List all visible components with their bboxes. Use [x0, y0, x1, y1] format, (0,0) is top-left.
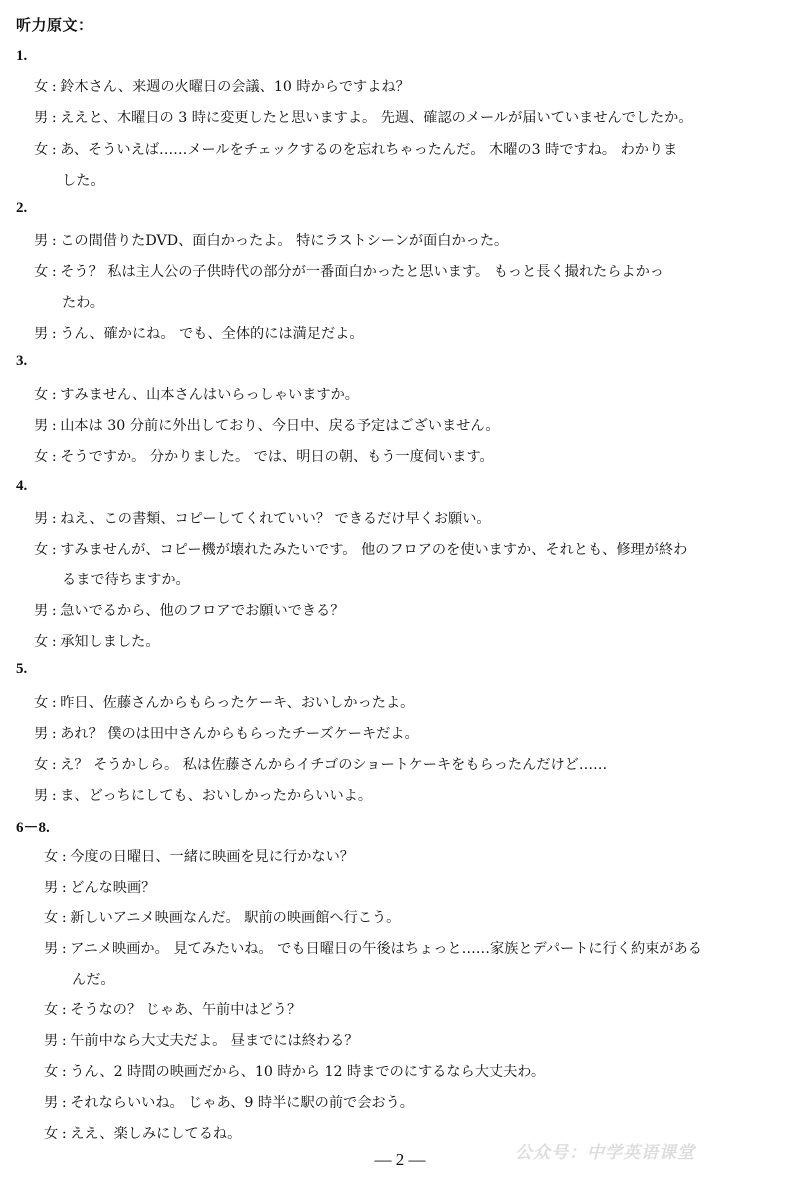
section-number: 3.	[16, 353, 28, 369]
dialogue-line	[34, 540, 687, 560]
dialogue-text: ねえ、この書類、コピーしてくれていい？ できるだけ早くお願い。	[60, 511, 491, 527]
speaker-colon: :	[51, 695, 57, 711]
dialogue-line	[34, 140, 677, 160]
dialogue-text: え？ そうかしら。 私は佐藤さんからイチゴのショートケーキをもらったんだけど……	[60, 757, 608, 773]
dialogue-text: そうですか。 分かりました。 では、明日の朝、もう一度伺います。	[60, 449, 494, 465]
speaker-colon: :	[51, 726, 57, 742]
dialogue-line	[44, 1000, 301, 1020]
speaker-label: 男	[44, 1033, 59, 1049]
speaker-label: 男	[34, 726, 49, 742]
speaker-label: 男	[34, 110, 49, 126]
speaker-label: 女	[34, 757, 49, 773]
speaker-colon: :	[61, 941, 67, 957]
dialogue-text: 今度の日曜日、一緒に映画を見に行かない？	[70, 849, 354, 865]
dialogue-line	[34, 786, 372, 806]
dialogue-text: ええと、木曜日の 3 時に変更したと思いますよ。 先週、確認のメールが届いていませんでしたか。	[60, 110, 693, 126]
dialogue-line	[44, 908, 400, 928]
dialogue-text: アニメ映画か。 見てみたいね。 でも日曜日の午後はちょっと……家族とデパートに行く約束がある	[70, 941, 702, 957]
speaker-label: 女	[34, 264, 49, 280]
dialogue-line	[34, 262, 664, 282]
section-number: 2.	[16, 200, 28, 216]
dialogue-text: 鈴木さん、来週の火曜日の会議、10 時からですよね？	[60, 79, 410, 95]
speaker-colon: :	[61, 910, 67, 926]
dialogue-line	[34, 416, 500, 436]
speaker-colon: :	[51, 449, 57, 465]
dialogue-line	[44, 1062, 545, 1082]
speaker-label: 男	[34, 603, 49, 619]
dialogue-line	[44, 847, 354, 867]
speaker-label: 女	[44, 1064, 59, 1080]
speaker-colon: :	[51, 511, 57, 527]
section-number: 5.	[16, 661, 28, 677]
dialogue-line	[34, 385, 359, 405]
speaker-colon: :	[61, 1095, 67, 1111]
speaker-label: 男	[34, 511, 49, 527]
page-heading: 听力原文：	[16, 16, 94, 34]
speaker-label: 女	[34, 634, 49, 650]
speaker-label: 男	[34, 326, 49, 342]
speaker-colon: :	[61, 849, 67, 865]
speaker-colon: :	[51, 788, 57, 804]
speaker-label: 女	[44, 1126, 59, 1142]
speaker-label: 女	[34, 695, 49, 711]
speaker-label: 男	[34, 788, 49, 804]
speaker-colon: :	[51, 264, 57, 280]
speaker-label: 女	[34, 79, 49, 95]
speaker-colon: :	[51, 387, 57, 403]
dialogue-text: 山本は 30 分前に外出しており、今日中、戻る予定はございません。	[60, 418, 500, 434]
dialogue-line	[44, 1031, 358, 1051]
dialogue-continuation: した。	[62, 173, 105, 189]
dialogue-text: 昨日、佐藤さんからもらったケーキ、おいしかったよ。	[60, 695, 415, 711]
speaker-colon: :	[61, 1002, 67, 1018]
dialogue-text: あれ？ 僕のは田中さんからもらったチーズケーキだよ。	[60, 726, 419, 742]
dialogue-text: そうなの？ じゃあ、午前中はどう？	[70, 1002, 302, 1018]
speaker-colon: :	[61, 1064, 67, 1080]
dialogue-line	[34, 108, 693, 128]
dialogue-text: この間借りたDVD、面白かったよ。 特にラストシーンが面白かった。	[60, 233, 509, 249]
dialogue-line	[34, 324, 364, 344]
dialogue-line	[34, 632, 160, 652]
speaker-label: 女	[34, 449, 49, 465]
dialogue-line	[34, 77, 410, 97]
speaker-label: 女	[34, 142, 49, 158]
dialogue-line	[34, 724, 419, 744]
section-number: 1.	[16, 48, 28, 64]
speaker-label: 女	[34, 387, 49, 403]
speaker-colon: :	[51, 326, 57, 342]
speaker-colon: :	[51, 233, 57, 249]
speaker-label: 男	[44, 941, 59, 957]
dialogue-continuation: るまで待ちますか。	[62, 572, 190, 588]
dialogue-text: それならいいね。 じゃあ、9 時半に駅の前で会おう。	[70, 1095, 414, 1111]
dialogue-text: どんな映画？	[70, 880, 156, 896]
section-number: 4.	[16, 478, 28, 494]
speaker-colon: :	[51, 603, 57, 619]
speaker-colon: :	[61, 1033, 67, 1049]
speaker-label: 女	[44, 1002, 59, 1018]
dialogue-line	[44, 1124, 241, 1144]
dialogue-line	[44, 939, 702, 959]
speaker-colon: :	[61, 880, 67, 896]
dialogue-line	[34, 509, 491, 529]
dialogue-text: すみません、山本さんはいらっしゃいますか。	[60, 387, 359, 403]
dialogue-line	[44, 1093, 414, 1113]
dialogue-line	[34, 601, 344, 621]
dialogue-text: 新しいアニメ映画なんだ。 駅前の映画館へ行こう。	[70, 910, 401, 926]
speaker-label: 男	[44, 1095, 59, 1111]
section-number: 6－8.	[16, 820, 50, 836]
speaker-colon: :	[51, 142, 57, 158]
dialogue-text: うん、確かにね。 でも、全体的には満足だよ。	[60, 326, 364, 342]
speaker-label: 男	[44, 880, 59, 896]
dialogue-text: ま、どっちにしても、おいしかったからいいよ。	[60, 788, 373, 804]
dialogue-continuation: たわ。	[62, 295, 104, 311]
dialogue-text: 承知しました。	[60, 634, 160, 650]
dialogue-text: 急いでるから、他のフロアでお願いできる？	[60, 603, 345, 619]
speaker-colon: :	[51, 542, 57, 558]
dialogue-continuation: んだ。	[72, 972, 115, 988]
speaker-colon: :	[51, 418, 57, 434]
dialogue-line	[34, 447, 494, 467]
dialogue-text: そう？ 私は主人公の子供時代の部分が一番面白かったと思います。 もっと長く撮れたらよかっ	[60, 264, 664, 280]
dialogue-text: ええ、楽しみにしてるね。	[70, 1126, 242, 1142]
dialogue-text: うん、2 時間の映画だから、10 時から 12 時までのにするなら大丈夫わ。	[70, 1064, 546, 1080]
speaker-label: 女	[44, 910, 59, 926]
dialogue-line	[44, 878, 155, 898]
speaker-label: 女	[44, 849, 59, 865]
watermark: 公众号：中学英语课堂	[515, 1143, 695, 1163]
dialogue-text: すみませんが、コピー機が壊れたみたいです。 他のフロアのを使いますか、それとも、修理が終わ	[60, 542, 688, 558]
page-number: — 2 —	[374, 1150, 426, 1169]
dialogue-text: 午前中なら大丈夫だよ。 昼までには終わる？	[70, 1033, 359, 1049]
speaker-colon: :	[51, 79, 57, 95]
speaker-label: 男	[34, 418, 49, 434]
dialogue-line	[34, 755, 607, 775]
speaker-colon: :	[51, 757, 57, 773]
speaker-colon: :	[61, 1126, 67, 1142]
speaker-label: 男	[34, 233, 49, 249]
dialogue-text: あ、そういえば……メールをチェックするのを忘れちゃったんだ。 木曜の3 時ですね。 わかりま	[60, 142, 678, 158]
dialogue-line	[34, 693, 414, 713]
speaker-colon: :	[51, 634, 57, 650]
speaker-label: 女	[34, 542, 49, 558]
dialogue-line	[34, 231, 508, 251]
speaker-colon: :	[51, 110, 57, 126]
